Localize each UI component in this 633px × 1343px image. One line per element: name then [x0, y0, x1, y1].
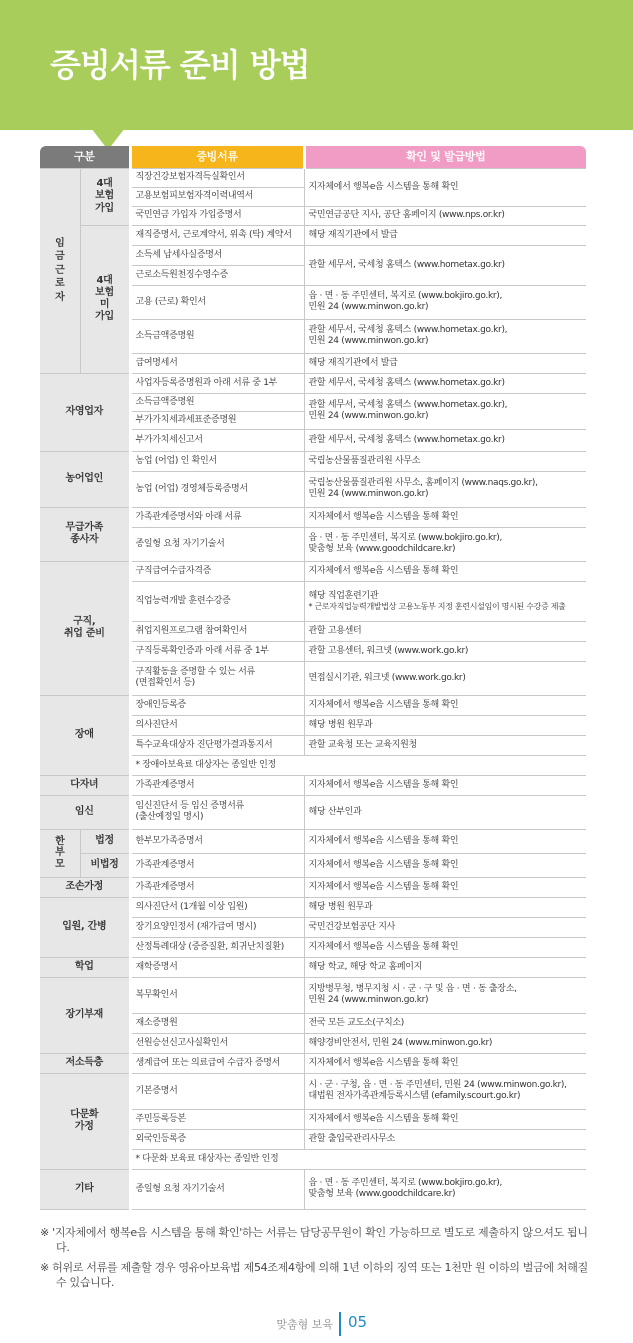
group-etc: 기타: [40, 1169, 130, 1209]
group-wage-label: 임금근로자: [55, 237, 65, 303]
method-cell: 지자체에서 행복e음 시스템을 통해 확인: [304, 853, 586, 877]
group-long-absence: 장기부재: [40, 977, 130, 1053]
subgroup-uninsured: 4대 보험 미 가입: [80, 225, 130, 373]
group-single-parent: 한 부 모: [40, 829, 80, 877]
group-low-income: 저소득층: [40, 1053, 130, 1073]
method-cell: 관할 세무서, 국세청 홈텍스 (www.hometax.go.kr), 민원 24 (www.minwon.go.kr): [304, 393, 586, 429]
table-row: [40, 373, 586, 393]
group-self-employed: 자영업자: [40, 373, 130, 451]
method-cell: 지자체에서 행복e음 시스템을 통해 확인: [304, 168, 586, 206]
group-school: 학업: [40, 957, 130, 977]
method-cell: 국립농산물품질관리원 사무소: [304, 451, 586, 471]
method-cell: 국민건강보험공단 지사: [304, 917, 586, 937]
footnote-1: ※ '지자체에서 행복e음 시스템을 통해 확인'하는 서류는 담당공무원이 확인 가능하므로 별도로 제출하지 않으셔도 됩니다.: [40, 1226, 588, 1254]
title-banner: [0, 0, 633, 130]
group-multi-child: 다자녀: [40, 775, 130, 795]
table-row: [40, 1169, 586, 1209]
method-cell: 읍 · 면 · 동 주민센터, 복지로 (www.bokjiro.go.kr), 민원 24 (www.minwon.go.kr): [304, 285, 586, 319]
group-multicultural: 다문화 가정: [40, 1073, 130, 1169]
method-cell: 관할 고용센터: [304, 621, 586, 641]
method-note: * 근로자직업능력개발법상 고용노동부 지정 훈련시설임이 명시된 수강증 제출: [308, 601, 566, 611]
table-row: [40, 977, 586, 1013]
header-method: 확인 및 발급방법: [304, 146, 586, 168]
doc-cell: 소득금액증명원: [130, 393, 304, 411]
method-cell: 지자체에서 행복e음 시스템을 통해 확인: [304, 1109, 586, 1129]
method-cell: 국민연금공단 지사, 공단 홈페이지 (www.nps.or.kr): [304, 206, 586, 225]
method-cell: 관할 세무서, 국세청 홈텍스 (www.hometax.go.kr), 민원 24 (www.minwon.go.kr): [304, 319, 586, 353]
table-row: [40, 225, 586, 245]
method-cell: 해당 재직기관에서 발급: [304, 353, 586, 373]
group-unpaid-family: 무급가족 종사자: [40, 507, 130, 561]
doc-cell: 종일형 요청 자기기술서: [130, 527, 304, 561]
doc-cell: 특수교육대상자 진단평가결과통지서: [130, 735, 304, 755]
method-cell: 해당 학교, 해당 학교 홈페이지: [304, 957, 586, 977]
doc-cell: 생계급여 또는 의료급여 수급자 증명서: [130, 1053, 304, 1073]
subgroup-nonlegal: 비법정: [80, 853, 130, 877]
table-row: [40, 561, 586, 581]
method-cell: 전국 모든 교도소(구치소): [304, 1013, 586, 1033]
table-row: [40, 168, 586, 187]
doc-cell: 외국인등록증: [130, 1129, 304, 1149]
method-cell: 지자체에서 행복e음 시스템을 통해 확인: [304, 561, 586, 581]
note-cell: * 장애아보육료 대상자는 종일반 인정: [130, 755, 586, 775]
method-cell: 해당 산부인과: [304, 795, 586, 829]
doc-cell: 복무확인서: [130, 977, 304, 1013]
method-text: 해당 직업훈련기관: [308, 590, 379, 601]
doc-cell: 직업능력개발 훈련수강증: [130, 581, 304, 621]
doc-cell: 한부모가족증명서: [130, 829, 304, 853]
doc-cell: 구직급여수급자격증: [130, 561, 304, 581]
method-cell: 관할 교육청 또는 교육지원청: [304, 735, 586, 755]
group-disability: 장애: [40, 695, 130, 775]
method-cell: 관할 세무서, 국세청 홈텍스 (www.hometax.go.kr): [304, 429, 586, 451]
note-cell: * 다문화 보육료 대상자는 종일반 인정: [130, 1149, 586, 1169]
table-row: [40, 1053, 586, 1073]
method-cell: 관할 세무서, 국세청 홈텍스 (www.hometax.go.kr): [304, 245, 586, 285]
doc-cell: 의사진단서 (1개월 이상 입원): [130, 897, 304, 917]
table-row: [40, 1073, 586, 1109]
table-row: [40, 897, 586, 917]
method-cell: 관할 세무서, 국세청 홈텍스 (www.hometax.go.kr): [304, 373, 586, 393]
doc-cell: 고용보험피보험자격이력내역서: [130, 187, 304, 206]
table-row: [40, 957, 586, 977]
method-cell: 지자체에서 행복e음 시스템을 통해 확인: [304, 1053, 586, 1073]
method-cell: 관할 출입국관리사무소: [304, 1129, 586, 1149]
table-row: [40, 795, 586, 829]
table-row: [40, 853, 586, 877]
method-cell: 시 · 군 · 구청, 읍 · 면 · 동 주민센터, 민원 24 (www.minwon.go.kr), 대법원 전자가족관계등록시스템 (efamily.scourt.go.kr): [304, 1073, 586, 1109]
subgroup-insured: 4대 보험 가입: [80, 168, 130, 225]
doc-cell: 장애인등록증: [130, 695, 304, 715]
doc-cell: 고용 (근로) 확인서: [130, 285, 304, 319]
group-farmer: 농어업인: [40, 451, 130, 507]
group-job-seeking: 구직, 취업 준비: [40, 561, 130, 695]
doc-cell: 농업 (어업) 인 확인서: [130, 451, 304, 471]
group-hospital: 입원, 간병: [40, 897, 130, 957]
group-grandparent: 조손가정: [40, 877, 130, 897]
method-cell: 해당 병원 원무과: [304, 715, 586, 735]
doc-cell: 가족관계증명서: [130, 877, 304, 897]
header-documents: 증빙서류: [130, 146, 304, 168]
documents-table: [40, 146, 586, 1210]
table-row: [40, 829, 586, 853]
method-cell: 지자체에서 행복e음 시스템을 통해 확인: [304, 695, 586, 715]
footer-divider: [339, 1312, 341, 1336]
doc-cell: 국민연금 가입자 가입증명서: [130, 206, 304, 225]
footer-label: 맞춤형 보육: [276, 1318, 333, 1331]
doc-cell: 주민등록등본: [130, 1109, 304, 1129]
doc-cell: 가족관계증명서: [130, 775, 304, 795]
group-pregnancy: 임신: [40, 795, 130, 829]
footnotes: [40, 1226, 590, 1295]
method-cell: 지자체에서 행복e음 시스템을 통해 확인: [304, 775, 586, 795]
table-row: [40, 877, 586, 897]
doc-cell: 구직활동을 증명할 수 있는 서류 (면접확인서 등): [130, 661, 304, 695]
doc-cell: 부가가치세신고서: [130, 429, 304, 451]
method-cell: 지자체에서 행복e음 시스템을 통해 확인: [304, 937, 586, 957]
doc-cell: 재소증명원: [130, 1013, 304, 1033]
doc-cell: 재직증명서, 근로계약서, 위촉 (탁) 계약서: [130, 225, 304, 245]
footnote-2: ※ 허위로 서류를 제출할 경우 영유아보육법 제54조제4항에 의해 1년 이하의 징역 또는 1천만 원 이하의 벌금에 처해질 수 있습니다.: [40, 1260, 588, 1289]
page-footer: [0, 1310, 633, 1338]
method-cell: 관할 고용센터, 워크넷 (www.work.go.kr): [304, 641, 586, 661]
doc-cell: 취업지원프로그램 참여확인서: [130, 621, 304, 641]
doc-cell: 근로소득원천징수영수증: [130, 265, 304, 285]
doc-cell: 산정특례대상 (중증질환, 희귀난치질환): [130, 937, 304, 957]
method-cell: 읍 · 면 · 동 주민센터, 복지로 (www.bokjiro.go.kr), 맞춤형 보육 (www.goodchildcare.kr): [304, 1169, 586, 1209]
method-cell: 지방병무청, 병무지청 시 · 군 · 구 및 읍 · 면 · 동 출장소, 민원 24 (www.minwon.go.kr): [304, 977, 586, 1013]
method-cell: 지자체에서 행복e음 시스템을 통해 확인: [304, 507, 586, 527]
table-header: [40, 146, 586, 168]
doc-cell: 종일형 요청 자기기술서: [130, 1169, 304, 1209]
doc-cell: 임신진단서 등 임신 증명서류 (출산예정일 명시): [130, 795, 304, 829]
header-category: 구분: [40, 146, 130, 168]
method-cell: 국립농산물품질관리원 사무소, 홈페이지 (www.naqs.go.kr), 민원 24 (www.minwon.go.kr): [304, 471, 586, 507]
doc-cell: 가족관계증명서와 아래 서류: [130, 507, 304, 527]
group-wage: [40, 168, 80, 373]
method-cell: [304, 581, 586, 621]
subgroup-legal: 법정: [80, 829, 130, 853]
doc-cell: 의사진단서: [130, 715, 304, 735]
doc-cell: 선원승선신고사실확인서: [130, 1033, 304, 1053]
doc-cell: 재학증명서: [130, 957, 304, 977]
doc-cell: 가족관계증명서: [130, 853, 304, 877]
method-cell: 읍 · 면 · 동 주민센터, 복지로 (www.bokjiro.go.kr), 맞춤형 보육 (www.goodchildcare.kr): [304, 527, 586, 561]
doc-cell: 농업 (어업) 경영체등록증명서: [130, 471, 304, 507]
method-cell: 지자체에서 행복e음 시스템을 통해 확인: [304, 829, 586, 853]
page-number: 05: [348, 1313, 368, 1331]
doc-cell: 장기요양인정서 (재가급여 명시): [130, 917, 304, 937]
doc-cell: 구직등록확인증과 아래 서류 중 1부: [130, 641, 304, 661]
doc-cell: 사업자등록증명원과 아래 서류 중 1부: [130, 373, 304, 393]
method-cell: 해양경비안전서, 민원 24 (www.minwon.go.kr): [304, 1033, 586, 1053]
method-cell: 면접실시기관, 워크넷 (www.work.go.kr): [304, 661, 586, 695]
doc-cell: 기본증명서: [130, 1073, 304, 1109]
doc-cell: 급여명세서: [130, 353, 304, 373]
doc-cell: 부가가치세과세표준증명원: [130, 411, 304, 429]
doc-cell: 소득세 납세사실증명서: [130, 245, 304, 265]
table-row: [40, 507, 586, 527]
table-row: [40, 451, 586, 471]
doc-cell: 소득금액증명원: [130, 319, 304, 353]
method-cell: 지자체에서 행복e음 시스템을 통해 확인: [304, 877, 586, 897]
table-row: [40, 775, 586, 795]
method-cell: 해당 병원 원무과: [304, 897, 586, 917]
table-row: [40, 695, 586, 715]
method-cell: 해당 재직기관에서 발급: [304, 225, 586, 245]
doc-cell: 직장건강보험자격득실확인서: [130, 168, 304, 187]
page-title: 증빙서류 준비 방법: [50, 46, 310, 84]
